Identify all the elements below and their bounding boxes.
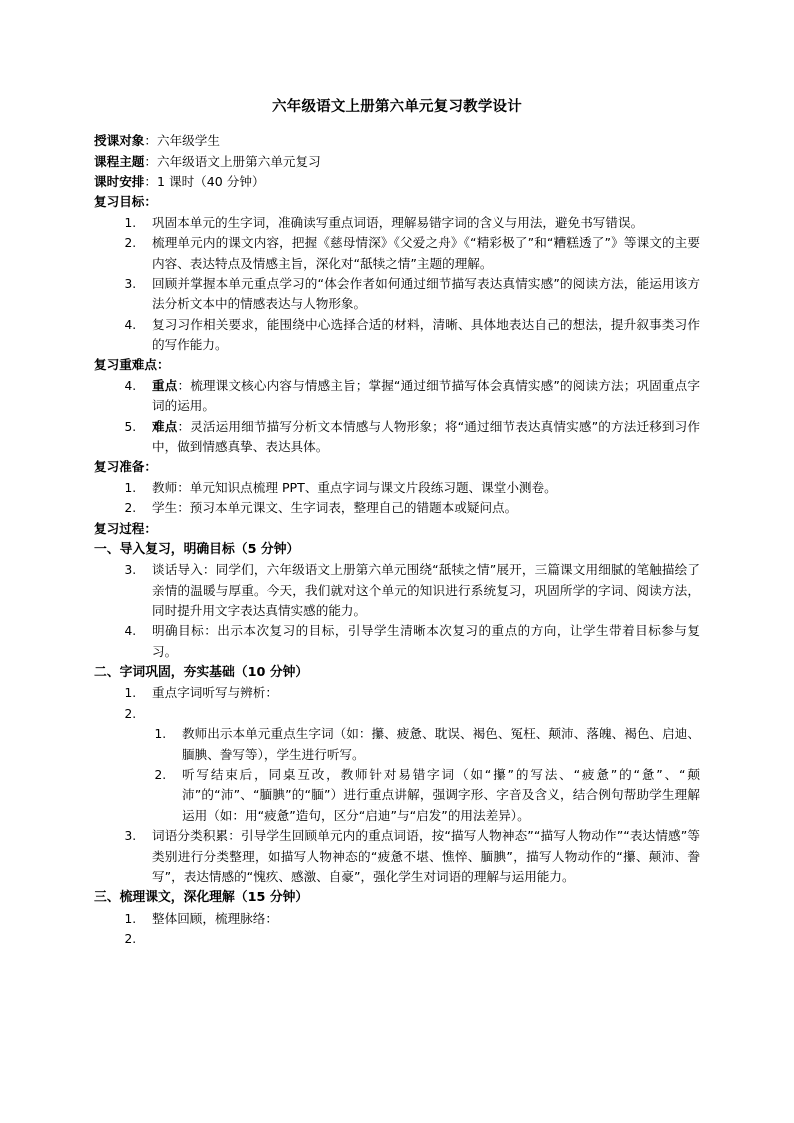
list-item: 1. 整体回顾，梳理脉络： xyxy=(140,909,700,929)
meta-row-duration xyxy=(94,172,700,192)
key-points-list xyxy=(94,376,700,458)
meta-label-topic: 课程主题 xyxy=(94,153,145,169)
page-title: 六年级语文上册第六单元复习教学设计 xyxy=(272,99,522,115)
list-item xyxy=(140,929,700,949)
section-one-list xyxy=(94,560,700,662)
list-item: 4. 复习习作相关要求，能围绕中心选择合适的材料，清晰、具体地表达自己的想法，提升叙事类习作的写作能力。 xyxy=(140,315,700,356)
key-point-lead: 难点 xyxy=(152,418,178,434)
meta-sep-duration: ： xyxy=(144,173,157,189)
list-item: 1. 巩固本单元的生字词，准确读写重点词语，理解易错字词的含义与用法，避免书写错误。 xyxy=(140,213,700,233)
objectives-list xyxy=(94,213,700,356)
list-item xyxy=(140,417,700,458)
list-item: 2. 听写结束后，同桌互改，教师针对易错字词（如“攥”的写法、“疲惫”的“惫”、“颠沛”的“沛”、“腼腆”的“腼”）进行重点讲解，强调字形、字音及含义，结合例句帮助学生理解运用（如：用“疲惫”造句，区分“启迪”与“启发”的用法差异）。 xyxy=(170,765,700,826)
key-points-label: 复习重难点： xyxy=(94,357,170,373)
meta-value-duration: 1 课时（40 分钟） xyxy=(156,173,265,189)
key-point-text: ：灵活运用细节描写分析文本情感与人物形象；将“通过细节表达真情实感”的方法迁移到习作中，做到情感真挚、表达具体。 xyxy=(152,418,700,455)
meta-label-audience: 授课对象 xyxy=(94,133,145,149)
section-two-list xyxy=(94,683,700,724)
list-item: 3. 谈话导入：同学们，六年级语文上册第六单元围绕“舐犊之情”展开，三篇课文用细腻的笔触描绘了亲情的温暖与厚重。今天，我们就对这个单元的知识进行系统复习，巩固所学的字词、阅读方法，同时提升用文字表达真情实感的能力。 xyxy=(140,560,700,621)
meta-row-topic xyxy=(94,152,700,172)
section-heading-one: 一、导入复习，明确目标（5 分钟） xyxy=(94,542,300,557)
list-item: 4. 明确目标：出示本次复习的目标，引导学生清晰本次复习的重点的方向，让学生带着目标参与复习。 xyxy=(140,621,700,662)
list-item: 2. 梳理单元内的课文内容，把握《慈母情深》《父爱之舟》《“精彩极了”和“糟糕透了”》等课文的主要内容、表达特点及情感主旨，深化对“舐犊之情”主题的理解。 xyxy=(140,233,700,274)
list-item: 1. 教师：单元知识点梳理 PPT、重点字词与课文片段练习题、课堂小测卷。 xyxy=(140,478,700,498)
meta-sep-topic: ： xyxy=(144,153,157,169)
section-three-list xyxy=(94,909,700,950)
list-item xyxy=(140,376,700,417)
list-item: 3. 回顾并掌握本单元重点学习的“体会作者如何通过细节描写表达真情实感”的阅读方法，能运用该方法分析文本中的情感表达与人物形象。 xyxy=(140,274,700,315)
section-two-trailing-list xyxy=(94,826,700,887)
list-item: 3. 词语分类积累：引导学生回顾单元内的重点词语，按“描写人物神态”“描写人物动作”“表达情感”等类别进行分类整理，如描写人物神态的“疲惫不堪、憔悴、腼腆”，描写人物动作的“攥、颠沛、誊写”，表达情感的“愧疚、感激、自豪”，强化学生对词语的理解与运用能力。 xyxy=(140,826,700,887)
meta-sep-audience: ： xyxy=(144,133,157,149)
section-heading-two: 二、字词巩固，夯实基础（10 分钟） xyxy=(94,665,309,681)
meta-row-audience xyxy=(94,131,700,151)
objectives-label: 复习目标： xyxy=(94,194,157,210)
meta-value-topic: 六年级语文上册第六单元复习 xyxy=(156,153,321,169)
key-point-lead: 重点 xyxy=(152,377,178,393)
meta-label-duration: 课时安排 xyxy=(94,173,145,189)
section-heading-three: 三、梳理课文，深化理解（15 分钟） xyxy=(94,890,309,906)
process-label: 复习过程： xyxy=(94,520,157,536)
list-item: 1. 重点字词听写与辨析： xyxy=(140,683,700,703)
key-point-text: ：梳理课文核心内容与情感主旨；掌握“通过细节描写体会真情实感”的阅读方法；巩固重点字词的运用。 xyxy=(152,377,700,414)
meta-value-audience: 六年级学生 xyxy=(156,133,220,149)
list-item xyxy=(140,704,700,724)
preparation-label: 复习准备： xyxy=(94,459,157,475)
preparation-list xyxy=(94,478,700,519)
section-two-sublist xyxy=(94,724,700,826)
list-item: 1. 教师出示本单元重点生字词（如：攥、疲惫、耽误、褐色、冤枉、颠沛、落魄、褐色、启迪、腼腆、誊写等），学生进行听写。 xyxy=(170,724,700,765)
list-item: 2. 学生：预习本单元课文、生字词表，整理自己的错题本或疑问点。 xyxy=(140,498,700,518)
